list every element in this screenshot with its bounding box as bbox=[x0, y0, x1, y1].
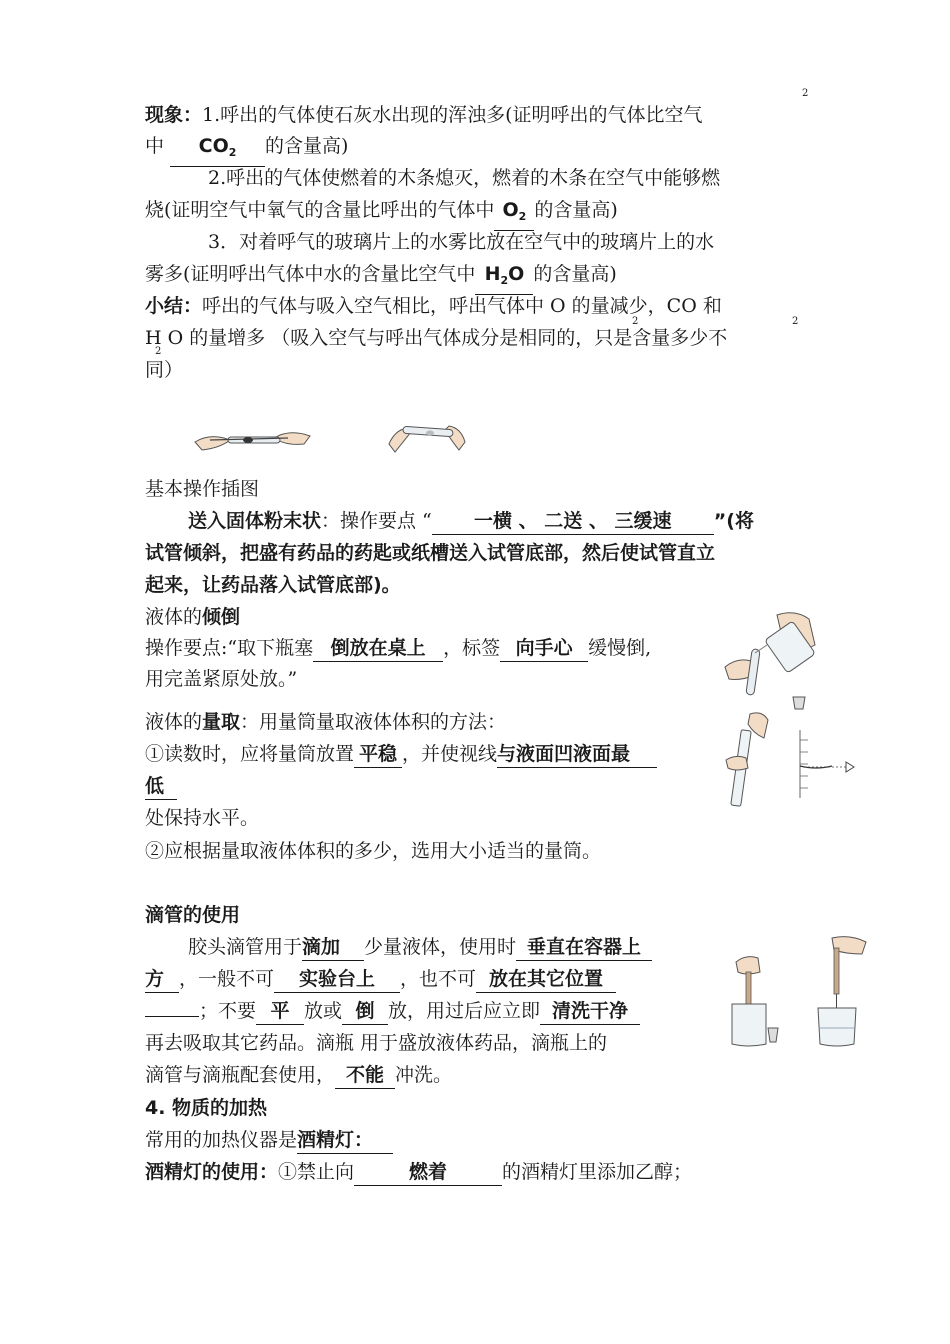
answer-dropwise: 滴加 bbox=[302, 934, 364, 961]
dropper-line-2: 方 ，一般不可 实验台上 ，也不可 放在其它位置 bbox=[145, 964, 616, 994]
answer-vertical-cont: 方 bbox=[145, 966, 179, 993]
answer-not-elsewhere: 放在其它位置 bbox=[476, 966, 616, 993]
liquid-pouring-illustration bbox=[715, 605, 825, 715]
answer-label: 向手心 bbox=[500, 635, 588, 662]
summary-line-3: 同） bbox=[145, 359, 184, 381]
solid-line-3: 起来，让药品落入试管底部)。 bbox=[145, 574, 401, 596]
answer-co2: $CO_2$ bbox=[170, 133, 265, 167]
answer-flat: 平 bbox=[256, 998, 304, 1025]
measure-title: 液体的量取：用量筒量取液体体积的方法： bbox=[145, 711, 507, 733]
phenomenon-line-6: 雾多(证明呼出气体中水的含量比空气中 $H_2O$ 的含量高) bbox=[145, 259, 617, 295]
answer-stable: 平稳 bbox=[354, 741, 402, 768]
phenomenon-line-1: 现象：1.呼出的气体使石灰水出现的浑浊多(证明呼出的气体比空气 bbox=[145, 104, 703, 126]
tube-rotation-illustration bbox=[385, 414, 470, 462]
answer-o2: $O_2$ bbox=[494, 197, 534, 231]
measure-line-2 bbox=[145, 771, 177, 801]
page-marker: 2 bbox=[802, 88, 809, 99]
answer-sightline: 与液面凹液面最 bbox=[497, 741, 657, 768]
answer-lit: 燃着 bbox=[354, 1159, 502, 1186]
blank-continued bbox=[145, 1016, 199, 1017]
dropper-line-4: 再去吸取其它药品。滴瓶 用于盛放液体药品，滴瓶上的 bbox=[145, 1032, 608, 1054]
answer-alcohol-lamp: 酒精灯： bbox=[297, 1127, 393, 1154]
answer-vertical: 垂直在容器上 bbox=[516, 934, 652, 961]
phenomenon-line-3: 2.呼出的气体使燃着的木条熄灭，燃着的木条在空气中能够燃 bbox=[208, 167, 721, 189]
answer-stopper: 倒放在桌上 bbox=[313, 635, 443, 662]
dropper-line-1: 胶头滴管用于滴加 少量液体，使用时 垂直在容器上 bbox=[188, 932, 652, 962]
solid-insertion-illustration bbox=[190, 418, 315, 458]
answer-solid-steps: 一横 、 二送 、 三缓速 bbox=[432, 508, 714, 535]
subscript-h2o: 2 bbox=[155, 346, 162, 357]
heating-title: 4. 物质的加热 bbox=[145, 1097, 268, 1119]
pour-title: 液体的倾倒 bbox=[145, 606, 241, 628]
pour-line-1: 操作要点:“取下瓶塞 倒放在桌上 ，标签 向手心 缓慢倒, bbox=[145, 633, 651, 663]
solid-line-2: 试管倾斜，把盛有药品的药匙或纸槽送入试管底部，然后使试管直立 bbox=[145, 542, 716, 564]
dropper-line-5: 滴管与滴瓶配套使用， 不能 冲洗。 bbox=[145, 1060, 452, 1090]
dropper-usage-illustration bbox=[722, 932, 872, 1050]
phenomenon-line-2: 中 $CO_2$ 的含量高) bbox=[145, 131, 348, 167]
pour-line-2: 用完盖紧原处放。” bbox=[145, 668, 298, 690]
subscript-o2: 2 bbox=[632, 316, 639, 327]
solid-line-1: 送入固体粉末状：操作要点 “ 一横 、 二送 、 三缓速 ”(将 bbox=[188, 506, 754, 536]
phenomenon-line-4: 烧(证明空气中氧气的含量比呼出的气体中 $O_2$ 的含量高) bbox=[145, 195, 618, 231]
answer-not-on-bench: 实验台上 bbox=[274, 966, 400, 993]
answer-do-not: 不能 bbox=[335, 1062, 395, 1089]
measure-line-3: 处保持水平。 bbox=[145, 807, 260, 829]
heating-line-2: 酒精灯的使用：①禁止向 燃着 的酒精灯里添加乙醇； bbox=[145, 1157, 692, 1187]
measure-line-1: ①读数时，应将量筒放置 平稳 ，并使视线与液面凹液面最 bbox=[145, 739, 657, 769]
summary-line-1: 小结：呼出的气体与吸入空气相比，呼出气体中 O 的量减少，CO 和 bbox=[145, 295, 722, 317]
graduated-cylinder-illustration bbox=[718, 710, 858, 810]
dropper-line-3: ；不要 平 放或 倒 放，用过后应立即 清洗干净 bbox=[145, 996, 640, 1026]
heating-line-1: 常用的加热仪器是酒精灯： bbox=[145, 1125, 393, 1155]
basic-ops-title: 基本操作插图 bbox=[145, 478, 260, 500]
answer-inverted: 倒 bbox=[342, 998, 388, 1025]
answer-sightline-cont: 低 bbox=[145, 773, 177, 800]
phenomenon-line-5: 3．对着呼气的玻璃片上的水雾比放在空气中的玻璃片上的水 bbox=[208, 231, 715, 253]
answer-rinse: 清洗干净 bbox=[540, 998, 640, 1025]
measure-line-4: ②应根据量取液体体积的多少，选用大小适当的量筒。 bbox=[145, 840, 602, 862]
summary-line-2: H O 的量增多 （吸入空气与呼出气体成分是相同的，只是含量多少不 bbox=[145, 327, 728, 349]
answer-h2o: $H_2O$ bbox=[475, 261, 533, 295]
subscript-co2: 2 bbox=[792, 316, 799, 327]
dropper-title: 滴管的使用 bbox=[145, 904, 241, 926]
